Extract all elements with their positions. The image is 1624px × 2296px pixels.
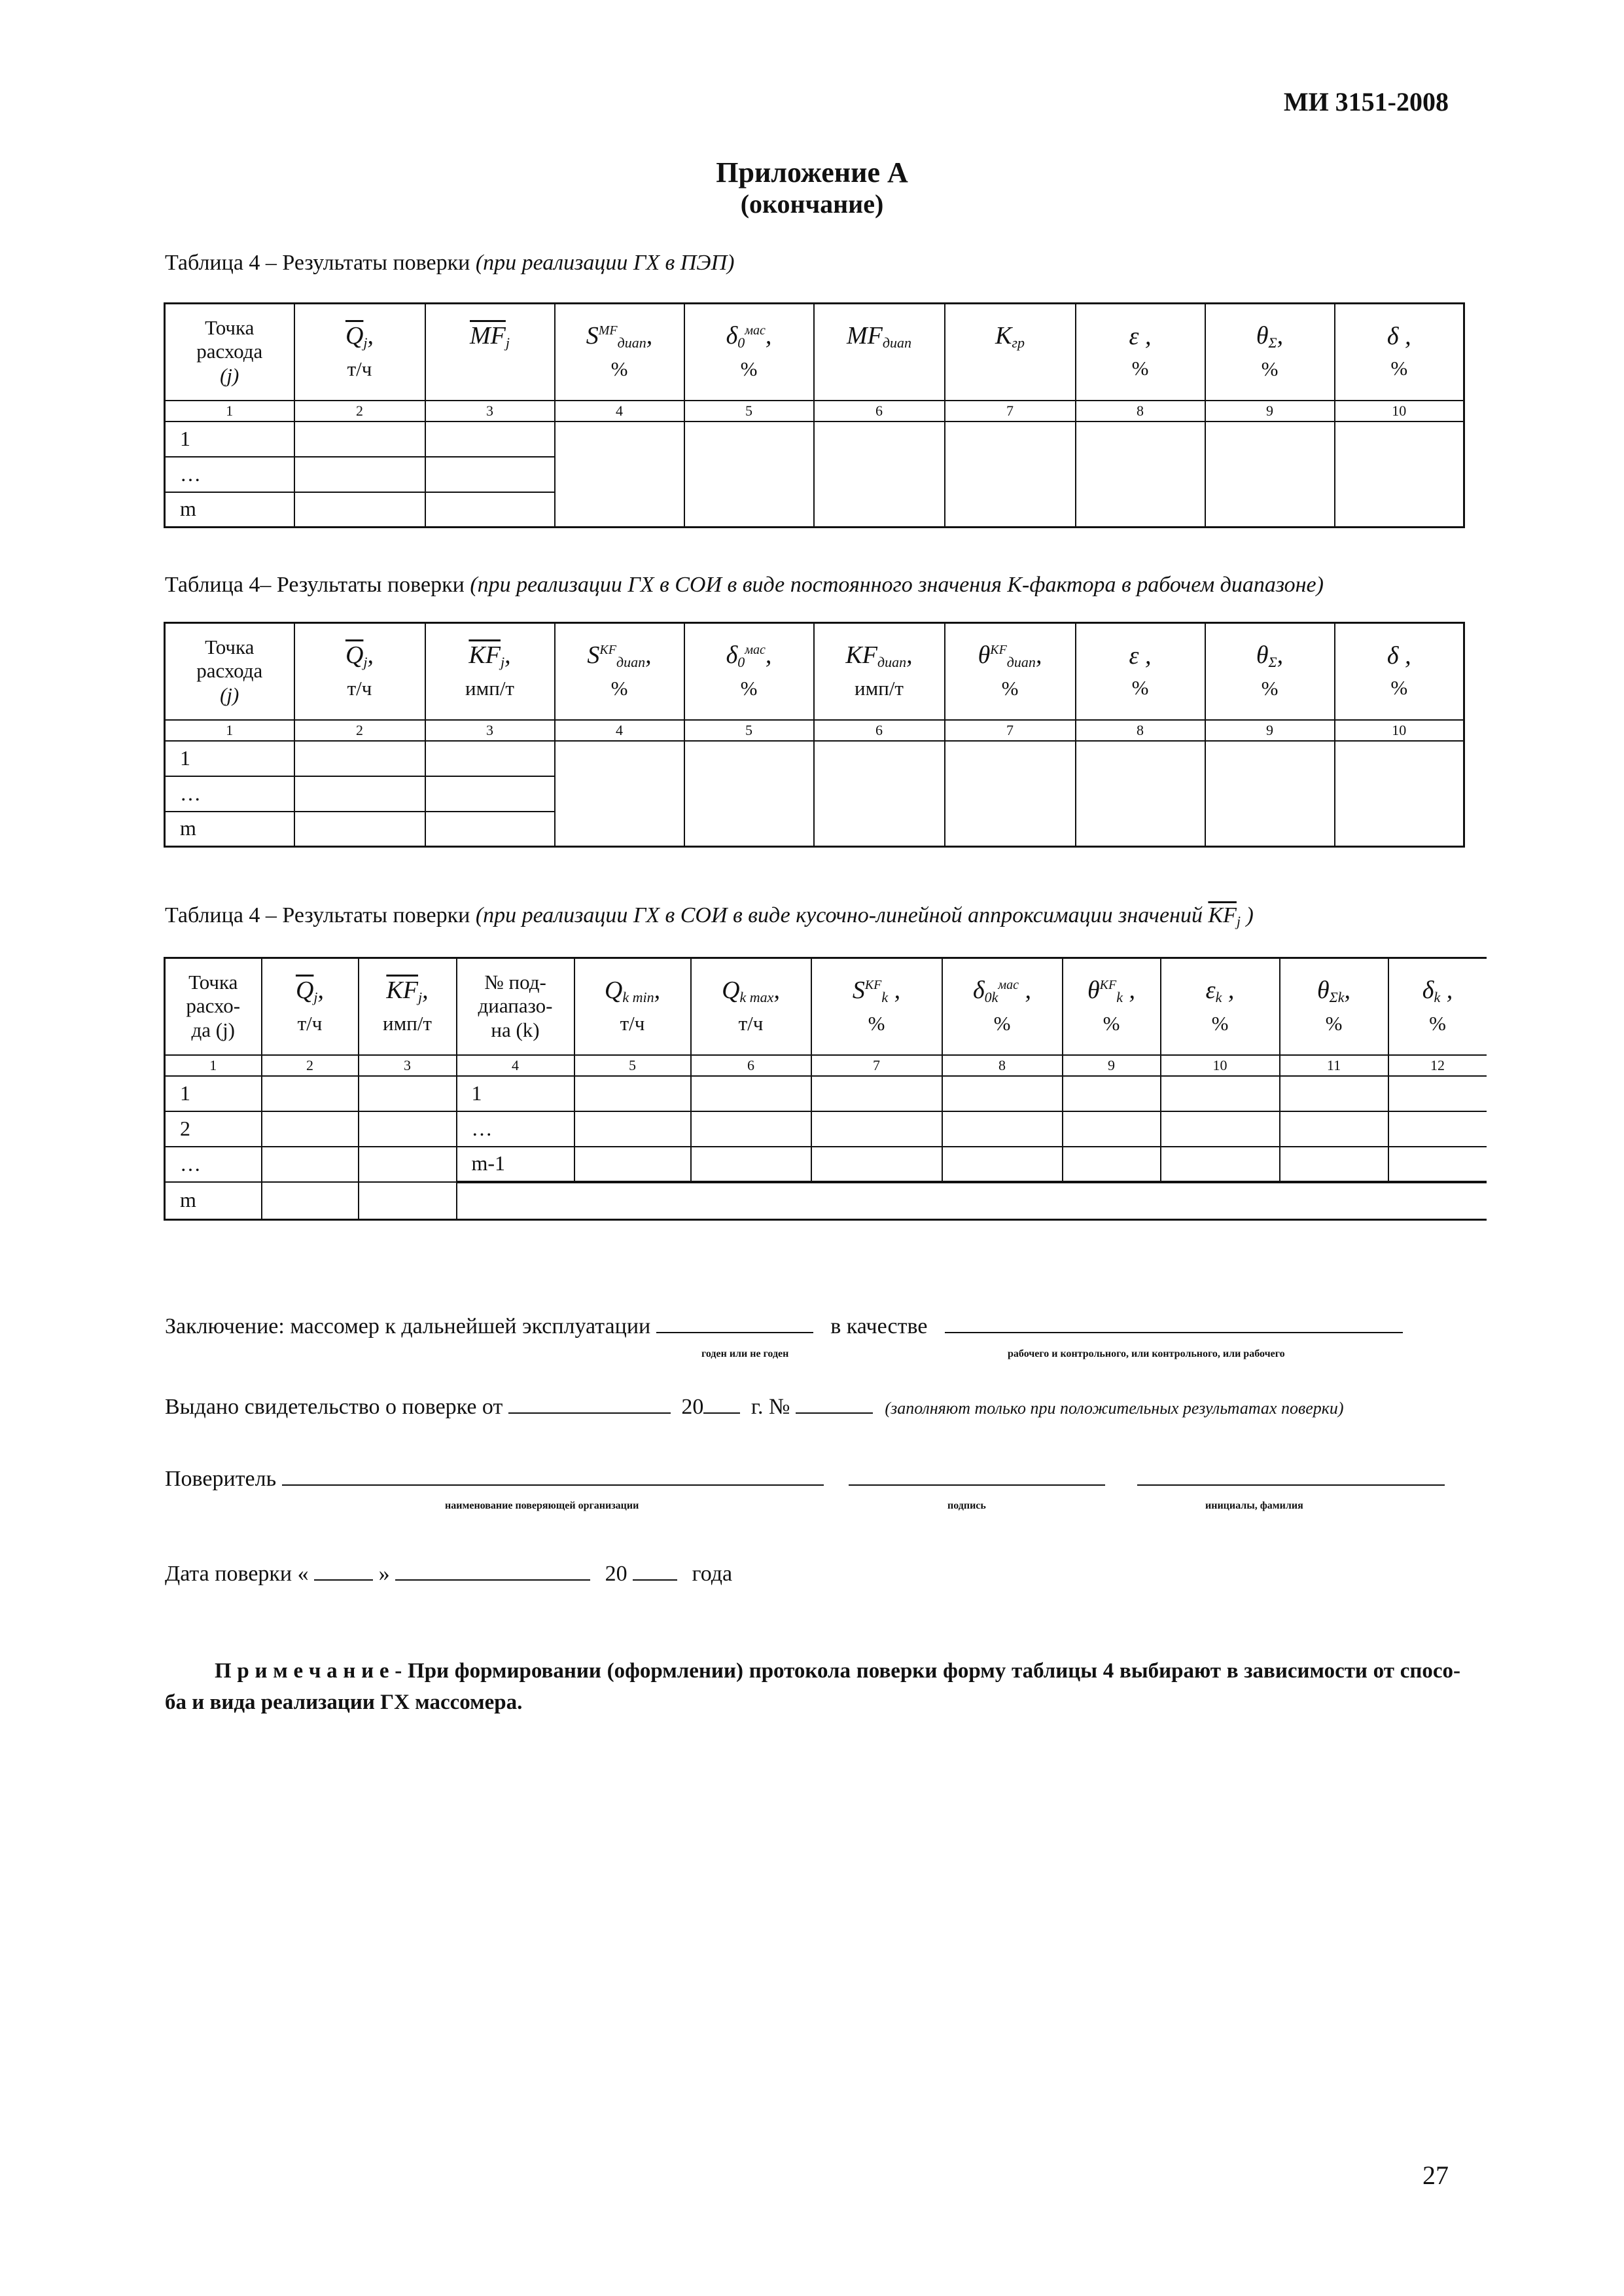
cell [1280,1076,1388,1111]
verifier-line [165,1465,1445,1492]
cell [1335,741,1464,847]
certificate-label: Выдано свидетельство о поверке от [165,1395,503,1419]
row-label: 1 [165,422,294,457]
col-number: 10 [1161,1055,1280,1076]
subrange-label: m-1 [457,1147,574,1182]
col-number: 10 [1335,401,1464,422]
cell [1161,1111,1280,1147]
col-q-j: $\overline{Q}_j$, т/ч [294,623,425,720]
col-number: 10 [1335,720,1464,741]
appendix-subtitle: (окончание) [740,189,884,219]
cell [425,492,555,528]
col-number: 8 [1076,401,1205,422]
col-delta-k: $\delta_k$ , % [1388,958,1487,1055]
col-number: 8 [1076,720,1205,741]
col-number: 3 [425,401,555,422]
col-number: 12 [1388,1055,1487,1076]
cell [945,741,1076,847]
cell [811,1111,942,1147]
col-number: 4 [555,401,684,422]
cell [684,422,814,528]
col-number: 6 [814,401,945,422]
col-number: 6 [814,720,945,741]
col-number: 1 [165,720,294,741]
row-label: … [165,776,294,812]
document-code: МИ 3151-2008 [1283,87,1449,117]
cell [555,741,684,847]
row-label: 1 [165,741,294,776]
col-number: 5 [684,401,814,422]
cell [1063,1147,1161,1182]
verifier-sign-field[interactable] [849,1465,1105,1486]
col-flow-point: Точка расхода (j) [165,623,294,720]
table-row [165,1076,1487,1111]
col-delta0-mas: $\delta_0^{мас}$, % [684,623,814,720]
table-row [165,741,1464,776]
table-gap [457,1182,1487,1220]
cell [294,812,425,847]
cell [359,1182,457,1220]
cell [425,812,555,847]
col-kf-j: $\overline{KF}_j$, имп/т [425,623,555,720]
col-q-k-max: $Q_{k max}$, т/ч [691,958,811,1055]
cell [359,1147,457,1182]
cell [262,1076,359,1111]
cell [1388,1147,1487,1182]
col-number: 7 [945,720,1076,741]
cell [691,1076,811,1111]
row-label: … [165,457,294,492]
cell [814,741,945,847]
cell [262,1182,359,1220]
cell [294,422,425,457]
sign-hint: подпись [947,1500,986,1511]
col-mf-j: $\overline{MF}_j$ [425,304,555,401]
cell [1076,741,1205,847]
col-k-gr: $K_{гр}$ [945,304,1076,401]
col-number: 2 [294,401,425,422]
col-mf-range: $MF_{диап}$ [814,304,945,401]
table1 [164,302,1465,528]
col-kf-range: $KF_{диап}$, имп/т [814,623,945,720]
col-delta0-mas: $\delta_0^{мас}$, % [684,304,814,401]
cell [1161,1076,1280,1111]
cell [574,1111,691,1147]
col-theta-kf-range: $\theta^{KF}_{диап}$, % [945,623,1076,720]
col-theta-sigma: $\theta_\Sigma$, % [1205,304,1335,401]
fitness-hint: годен или не годен [701,1348,789,1359]
table-row [165,1182,1487,1220]
cell [1205,422,1335,528]
fitness-field[interactable] [656,1312,813,1333]
col-s-kf-k: $S^{KF}_k$ , % [811,958,942,1055]
cell [294,741,425,776]
col-number: 7 [945,401,1076,422]
table-row [165,422,1464,457]
date-month-field[interactable] [395,1560,590,1581]
col-delta0k-mas: $\delta_{0k}^{мас}$ , % [942,958,1063,1055]
year-prefix: 20 [681,1395,704,1419]
col-number: 9 [1063,1055,1161,1076]
role-field[interactable] [945,1312,1403,1333]
certificate-year-field[interactable] [703,1393,740,1414]
cell [1161,1147,1280,1182]
date-suffix: года [692,1562,733,1586]
name-hint: инициалы, фамилия [1205,1500,1303,1511]
cell [1388,1076,1487,1111]
certificate-date-field[interactable] [508,1393,671,1414]
cell [294,457,425,492]
col-epsilon: ε , % [1076,623,1205,720]
date-year-prefix: 20 [605,1562,627,1586]
col-s-kf-range: $S^{KF}_{диап}$, % [555,623,684,720]
col-number: 9 [1205,720,1335,741]
date-day-field[interactable] [314,1560,373,1581]
col-number: 4 [457,1055,574,1076]
col-number: 5 [574,1055,691,1076]
subrange-label: 1 [457,1076,574,1111]
row-label: … [165,1147,262,1182]
cell [555,422,684,528]
col-number: 2 [294,720,425,741]
table-row [165,1111,1487,1147]
table3-caption: Таблица 4 – Результаты поверки (при реализации ГХ в СОИ в виде кусочно-линейной аппроксимации значений $\overline{KF}_j$ ) [165,903,1254,929]
col-s-mf-range: $S^{MF}_{диап}$, % [555,304,684,401]
verifier-org-field[interactable] [282,1465,824,1486]
cell [1063,1076,1161,1111]
col-number: 5 [684,720,814,741]
row-label: m [165,492,294,528]
col-q-k-min: $Q_{k min}$, т/ч [574,958,691,1055]
cell [425,457,555,492]
col-theta-sigma-k: $\theta_{\Sigma k}$, % [1280,958,1388,1055]
col-number: 8 [942,1055,1063,1076]
date-label: Дата поверки « [165,1562,309,1586]
org-hint: наименование поверяющей организации [445,1500,639,1511]
cell [574,1076,691,1111]
cell [1388,1111,1487,1147]
note [165,1656,1460,1719]
row-label: 1 [165,1076,262,1111]
col-theta-kf-k: $\theta^{KF}_k$ , % [1063,958,1161,1055]
col-number: 3 [359,1055,457,1076]
verifier-name-field[interactable] [1137,1465,1445,1486]
row-label: 2 [165,1111,262,1147]
cell [262,1147,359,1182]
col-epsilon: ε , % [1076,304,1205,401]
certificate-number-field[interactable] [796,1393,873,1414]
cell [691,1111,811,1147]
cell [425,422,555,457]
col-q-j: $\overline{Q}_j$, т/ч [262,958,359,1055]
col-subrange-number: № под- диапазо- на (k) [457,958,574,1055]
cell [359,1111,457,1147]
table2-caption: Таблица 4– Результаты поверки (при реализации ГХ в СОИ в виде постоянного значения К-фактора в рабочем диапазоне) [165,573,1324,597]
row-label: m [165,812,294,847]
subrange-label: … [457,1111,574,1147]
role-hint: рабочего и контрольного, или контрольного, или рабочего [1008,1348,1285,1359]
table-row [165,1147,1487,1182]
cell [691,1147,811,1182]
col-number: 1 [165,1055,262,1076]
col-flow-point: Точка расхо- да (j) [165,958,262,1055]
col-number: 3 [425,720,555,741]
cell [1280,1111,1388,1147]
cell [294,492,425,528]
certificate-line [165,1393,1344,1420]
col-number: 1 [165,401,294,422]
cell [942,1076,1063,1111]
table2 [164,622,1465,848]
certificate-hint: (заполняют только при положительных результатах поверки) [885,1399,1344,1418]
date-close-quote: » [378,1562,390,1586]
col-delta: δ , % [1335,623,1464,720]
cell [942,1147,1063,1182]
col-number: 2 [262,1055,359,1076]
row-label: m [165,1182,262,1220]
col-number: 7 [811,1055,942,1076]
date-year-field[interactable] [633,1560,677,1581]
table1-caption: Таблица 4 – Результаты поверки (при реализации ГХ в ПЭП) [165,251,735,275]
col-flow-point: Точка расхода (j) [165,304,294,401]
date-line [165,1560,732,1587]
col-number: 11 [1280,1055,1388,1076]
cell [425,741,555,776]
cell [1205,741,1335,847]
col-number: 6 [691,1055,811,1076]
cell [294,776,425,812]
cell [1063,1111,1161,1147]
cell [262,1111,359,1147]
as-label: в качестве [830,1314,928,1338]
conclusion-label: Заключение: массомер к дальнейшей эксплуатации [165,1314,651,1338]
cell [814,422,945,528]
col-q-j: $\overline{Q}_j$, т/ч [294,304,425,401]
note-label: П р и м е ч а н и е - [215,1659,408,1683]
col-number: 9 [1205,401,1335,422]
verifier-label: Поверитель [165,1467,277,1491]
col-epsilon-k: $\varepsilon_k$ , % [1161,958,1280,1055]
cell [574,1147,691,1182]
cell [942,1111,1063,1147]
col-number: 4 [555,720,684,741]
cell [684,741,814,847]
cell [359,1076,457,1111]
appendix-title: Приложение А [716,156,908,188]
cell [811,1076,942,1111]
cell [1076,422,1205,528]
number-label: г. № [750,1395,790,1419]
note-text: При формировании (оформлении) протокола поверки форму таблицы 4 выбирают в зависимости от спосо-ба и вида реализации ГХ массомера. [165,1659,1460,1714]
cell [425,776,555,812]
col-theta-sigma: $\theta_\Sigma$, % [1205,623,1335,720]
conclusion-line [165,1312,1403,1339]
cell [1280,1147,1388,1182]
col-delta: δ , % [1335,304,1464,401]
col-kf-j: $\overline{KF}_j$, имп/т [359,958,457,1055]
cell [945,422,1076,528]
table3 [164,957,1487,1221]
page-number: 27 [1422,2161,1449,2190]
cell [1335,422,1464,528]
cell [811,1147,942,1182]
